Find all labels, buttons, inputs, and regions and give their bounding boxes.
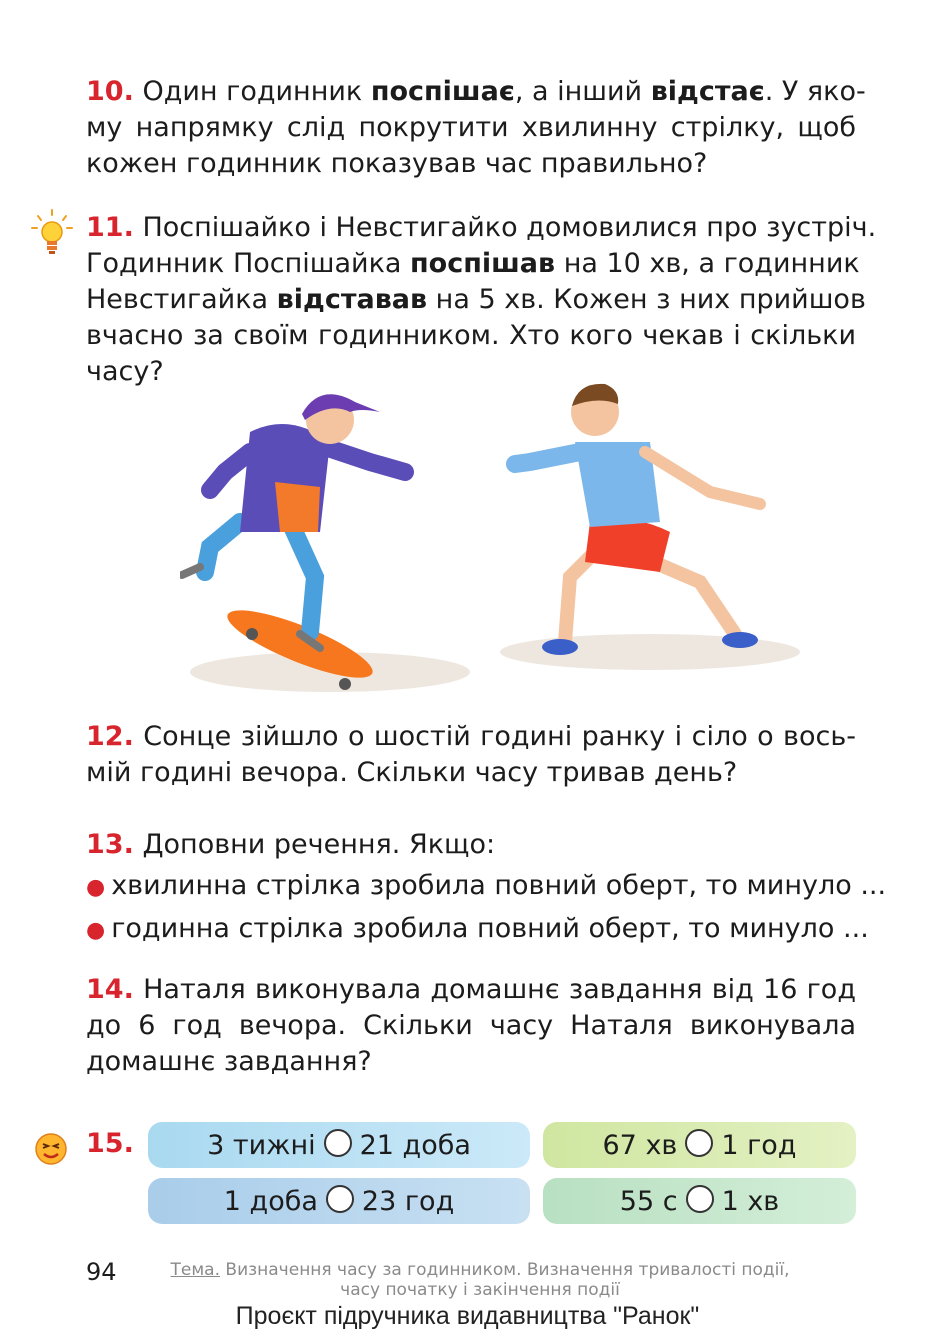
theme-text: часу початку і закінчення події xyxy=(340,1280,620,1300)
compare-circle[interactable] xyxy=(324,1129,352,1157)
task-number: 10. xyxy=(86,76,134,107)
theme-caption xyxy=(160,1260,800,1300)
compare-right: 23 год xyxy=(361,1185,455,1217)
compare-left: 1 доба xyxy=(223,1185,318,1217)
bullet-item xyxy=(86,865,887,908)
text: Сонце зійшло о шостій годині ранку і сіло о вось- xyxy=(143,721,856,752)
compare-card-1 xyxy=(148,1122,530,1168)
compare-right: 21 доба xyxy=(359,1129,471,1161)
bold-term: відстає xyxy=(650,76,765,107)
task-12 xyxy=(86,719,856,791)
task-number: 12. xyxy=(86,721,134,752)
running-boy-figure xyxy=(515,384,760,655)
skateboarder-figure xyxy=(182,394,405,690)
task-number: 13. xyxy=(86,829,134,860)
task-number: 11. xyxy=(86,212,134,243)
bold-term: відставав xyxy=(276,284,428,315)
compare-left: 67 хв xyxy=(602,1129,678,1161)
boys-illustration xyxy=(180,372,820,702)
text-line: вчасно за своїм годинником. Хто кого чекав і скільки xyxy=(86,320,856,351)
compare-card-2 xyxy=(543,1122,856,1168)
page-number: 94 xyxy=(86,1258,117,1286)
compare-right: 1 хв xyxy=(721,1185,780,1217)
task-11 xyxy=(86,210,877,390)
task-number: 14. xyxy=(86,974,134,1005)
bold-term: поспішав xyxy=(410,248,556,279)
publisher-footer: Проєкт підручника видавництва "Ранок" xyxy=(235,1302,700,1330)
text-line: до 6 год вечора. Скільки часу Наталя виконувала xyxy=(86,1010,856,1041)
text: Поспішайко і Невстигайко домовилися про зустріч. xyxy=(142,212,877,243)
text-line: мій годині вечора. Скільки часу тривав день? xyxy=(86,757,738,788)
compare-card-3 xyxy=(148,1178,530,1224)
compare-circle[interactable] xyxy=(326,1185,354,1213)
text: годинна стрілка зробила повний оберт, то минуло ... xyxy=(111,913,869,944)
text: Невстигайка xyxy=(86,284,277,315)
text: на 10 хв, а годинник xyxy=(555,248,860,279)
bullet-icon: ● xyxy=(86,918,106,943)
text-line: часу? xyxy=(86,356,164,387)
bold-term: поспішає xyxy=(370,76,515,107)
text-line: му напрямку слід покрутити хвилинну стрілку, щоб xyxy=(86,112,856,143)
text: , а інший xyxy=(514,76,651,107)
text: Один годинник xyxy=(142,76,371,107)
text: Наталя виконувала домашнє завдання від 16 год xyxy=(143,974,856,1005)
theme-text: Визначення часу за годинником. Визначення тривалості події, xyxy=(220,1260,790,1280)
task-10 xyxy=(86,74,866,182)
compare-card-4 xyxy=(543,1178,856,1224)
lightbulb-icon xyxy=(30,208,74,262)
compare-left: 55 с xyxy=(619,1185,678,1217)
task-13 xyxy=(86,824,887,951)
text-line: домашнє завдання? xyxy=(86,1046,372,1077)
text-line: кожен годинник показував час правильно? xyxy=(86,148,708,179)
text: . У яко- xyxy=(764,76,866,107)
task-14 xyxy=(86,972,856,1080)
text: хвилинна стрілка зробила повний оберт, то минуло ... xyxy=(111,870,887,901)
bullet-icon: ● xyxy=(86,875,106,900)
compare-circle[interactable] xyxy=(686,1185,714,1213)
text: Годинник Поспішайка xyxy=(86,248,410,279)
compare-right: 1 год xyxy=(721,1129,797,1161)
theme-label: Тема. xyxy=(170,1260,220,1280)
text: Доповни речення. Якщо: xyxy=(142,829,496,860)
text: на 5 хв. Кожен з них прийшов xyxy=(427,284,866,315)
compare-circle[interactable] xyxy=(685,1129,713,1157)
task-number: 15. xyxy=(86,1128,134,1159)
compare-left: 3 тижні xyxy=(207,1129,316,1161)
smiley-icon xyxy=(34,1132,68,1166)
bullet-item xyxy=(86,908,869,951)
